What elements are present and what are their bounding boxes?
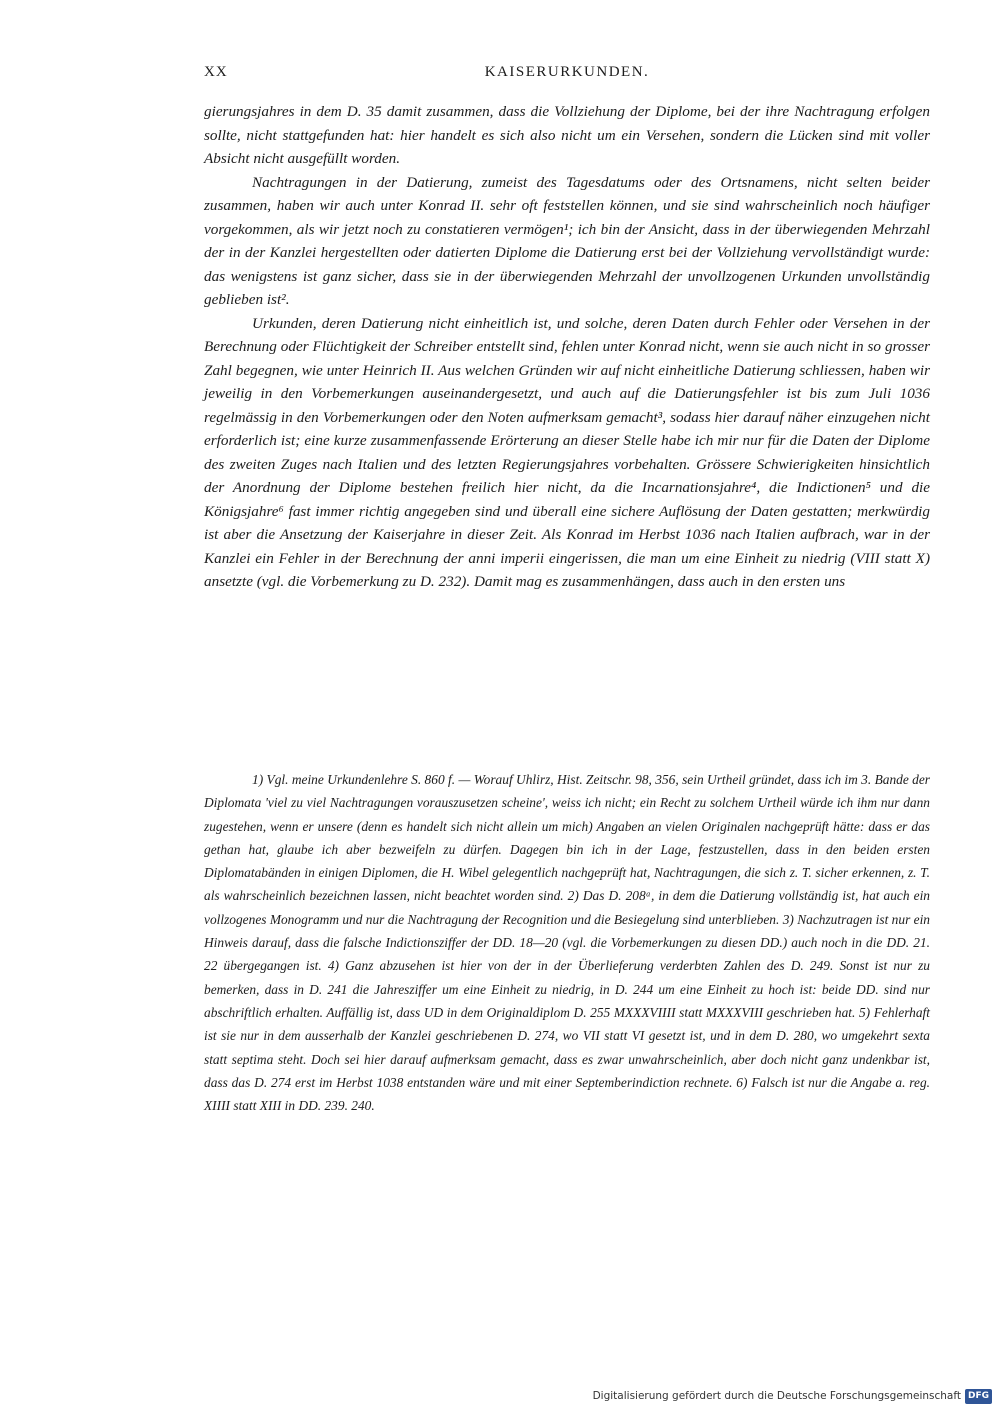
footer-credit — [593, 1386, 992, 1406]
main-text — [204, 100, 930, 594]
dfg-logo: DFG — [965, 1389, 992, 1404]
running-head: KAISERURKUNDEN. — [484, 64, 650, 80]
paragraph-continued: gierungsjahres in dem D. 35 damit zusammen, dass die Vollziehung der Diplome, bei der ihre Nachtragung erfolgen sollte, nicht stattgefunden hat: hier handelt es sich also nicht um ein Versehen, sondern die Lücken sind mit voller Absicht nicht ausgefüllt worden. — [204, 103, 930, 167]
paragraph: Nachtragungen in der Datierung, zumeist des Tagesdatums oder des Ortsnamens, nicht selten beider zusammen, haben wir auch unter Konrad II. sehr oft feststellen können, und sie sind wahrscheinlich noch häufiger vorgekommen, als wir jetzt noch zu constatieren vermögen¹; ich bin der Ansicht, dass in der überwiegenden Mehrzahl der in der Kanzlei hergestellten oder datierten Diplome die Datierung erst bei der Vollziehung vervollständigt wurde: das wenigstens ist ganz sicher, dass sie in der überwiegenden Mehrzahl der unvollzogenen Urkunden unvollständig geblieben ist². — [204, 173, 930, 308]
paragraph: Urkunden, deren Datierung nicht einheitlich ist, und solche, deren Daten durch Fehler oder Versehen in der Berechnung oder Flüchtigkeit der Schreiber entstellt sind, fehlen unter Konrad nicht, wenn sie auch nicht in so grosser Zahl begegnen, wie unter Heinrich II. Aus welchen Gründen wir auf nicht einheitliche Datierung schliessen, haben wir jeweilig in den Vorbemerkungen auseinandergesetzt, und auch auf die Datierungsfehler ist bis zum Juli 1036 regelmässig in den Vorbemerkungen oder den Noten aufmerksam gemacht³, sodass hier darauf näher einzugehen nicht erforderlich ist; eine kurze zusammenfassende Erörterung an dieser Stelle habe ich mir nur für die Daten der Diplome des zweiten Zuges nach Italien und des letzten Regierungsjahres vorbehalten. Grössere Schwierigkeiten hinsichtlich der Anordnung der Diplome bestehen freilich hier nicht, da die Incarnationsjahre⁴, die Indictionen⁵ und die Königsjahre⁶ fast immer richtig angegeben sind und überall eine sichere Auflösung der Daten gestatten; merkwürdig ist aber die Ansetzung der Kaiserjahre in dieser Zeit. Als Konrad im Herbst 1036 nach Italien aufbrach, war in der Kanzlei ein Fehler in der Berechnung der anni imperii eingerissen, die man um eine Einheit zu niedrig (VIII statt X) ansetzte (vgl. die Vorbemerkung zu D. 232). Damit mag es zusammenhängen, dass auch in den ersten uns — [204, 314, 930, 590]
funding-credit-text: Digitalisierung gefördert durch die Deutsche Forschungsgemeinschaft — [592, 1390, 961, 1402]
page-header — [204, 64, 930, 86]
footnotes — [204, 768, 930, 1117]
page-number: XX — [204, 64, 228, 80]
footnote-block: 1) Vgl. meine Urkundenlehre S. 860 f. — Worauf Uhlirz, Hist. Zeitschr. 98, 356, sein Urtheil gründet, dass ich im 3. Bande der Diplomata 'viel zu viel Nachtragungen vorauszusetzen scheine', weiss ich nicht; ein Recht zu solchem Urtheil würde ich ihm nur dann zugestehen, wenn er unsere (denn es handelt sich nicht allein um mich) Angaben an vielen Originalen nachgeprüft hätte: dass er das gethan hat, glaube ich aber bezweifeln zu dürfen. Dagegen bin ich in der Lage, festzustellen, dass in den beiden ersten Diplomatabänden in einigen Diplomen, die H. Wibel gelegentlich nachgeprüft hat, Nachtragungen, die sich z. T. sicher erkennen, z. T. als wahrscheinlich bezeichnen lassen, nicht beachtet worden sind. 2) Das D. 208ᵃ, in dem die Datierung vollständig ist, hat auch ein vollzogenes Monogramm und nur die Nachtragung der Recognition und die Besiegelung sind unterblieben. 3) Nachzutragen ist nur ein Hinweis darauf, dass die falsche Indictionsziffer der DD. 18—20 (vgl. die Vorbemerkungen zu diesen DD.) auch noch in die DD. 21. 22 übergegangen ist. 4) Ganz abzusehen ist hier von der in der Überlieferung verderbten Zahlen des D. 249. Sonst ist nur zu bemerken, dass in D. 241 die Jahresziffer um eine Einheit zu niedrig, in D. 244 um eine Einheit zu hoch ist: beide DD. sind nur abschriftlich erhalten. Auffällig ist, dass UD in dem Originaldiplom D. 255 MXXXVIIII statt MXXXVIII geschrieben hat. 5) Fehlerhaft ist sie nur in dem ausserhalb der Kanzlei geschriebenen D. 274, wo VII statt VI gesetzt ist, und in dem D. 280, wo umgekehrt sexta statt septima steht. Doch sei hier darauf aufmerksam gemacht, dass es zwar unwahrscheinlich, aber doch nicht ganz undenkbar ist, dass das D. 274 erst im Herbst 1038 entstanden wäre und mit einer Septemberindiction rechnete. 6) Falsch ist nur die Angabe a. reg. XIIII statt XIII in DD. 239. 240. — [204, 772, 930, 1114]
